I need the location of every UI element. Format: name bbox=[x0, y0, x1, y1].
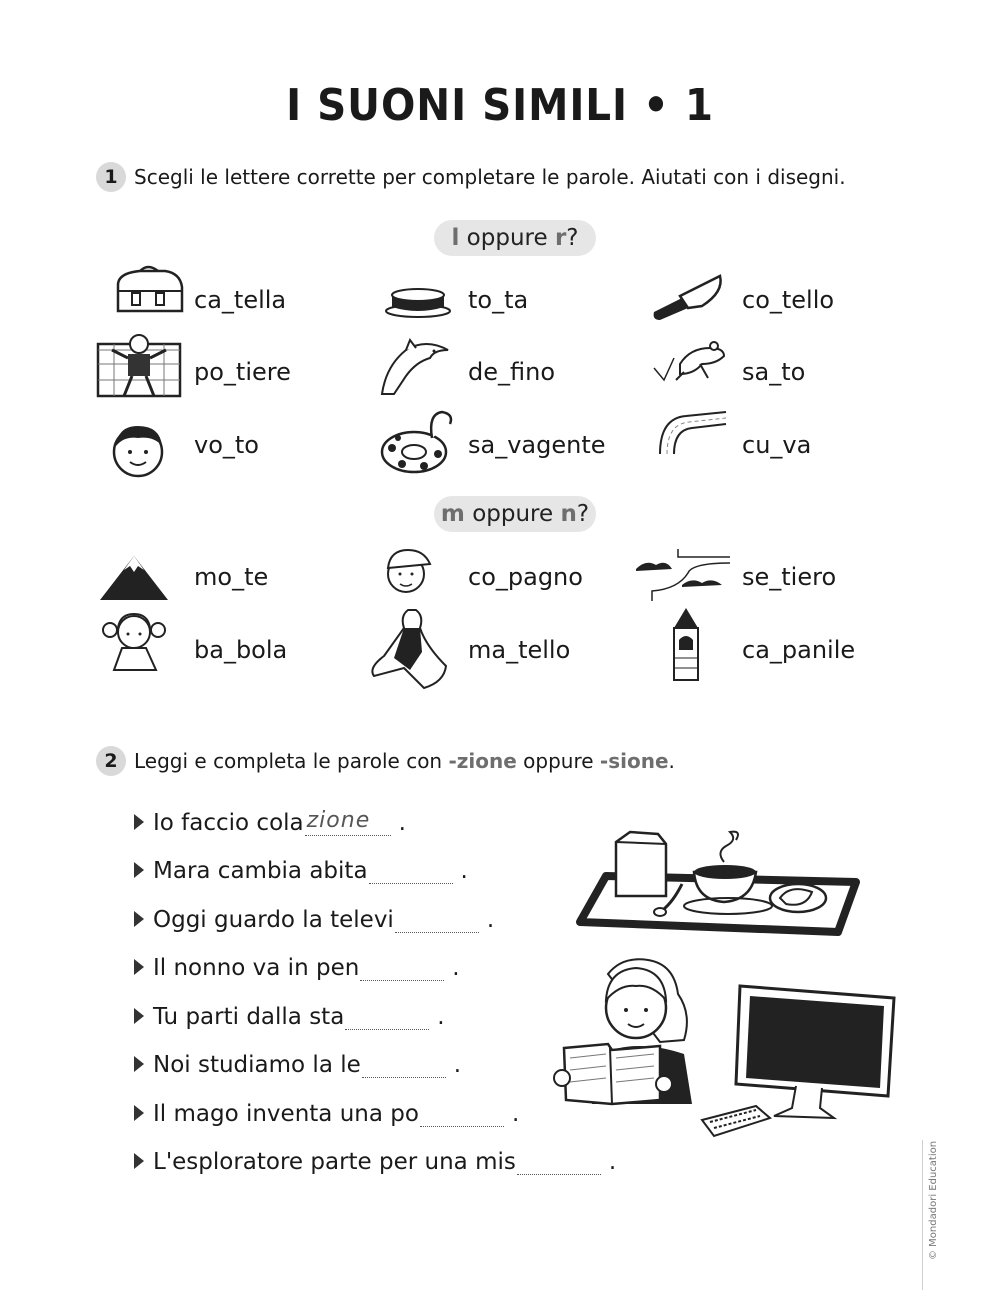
sentence-item bbox=[134, 951, 460, 981]
exercise-1-number: 1 bbox=[96, 162, 126, 192]
knife-icon bbox=[650, 272, 726, 322]
suffix-zione: -zione bbox=[448, 749, 517, 773]
exercise-1-heading bbox=[96, 162, 846, 192]
bullet-icon bbox=[134, 814, 144, 830]
mountain-icon bbox=[98, 552, 170, 602]
exercise-2-number: 2 bbox=[96, 746, 126, 776]
bell-tower-icon bbox=[668, 606, 704, 682]
reading-girl-icon bbox=[552, 954, 702, 1136]
answer-blank[interactable] bbox=[420, 1102, 504, 1127]
cape-icon bbox=[364, 606, 450, 690]
group-lr-label bbox=[434, 220, 596, 256]
dolphin-icon bbox=[376, 336, 452, 396]
sentence-text: Il nonno va in pen bbox=[153, 955, 360, 981]
sentence-end: . bbox=[398, 810, 406, 836]
word-lr-9: cu_va bbox=[742, 431, 812, 459]
word-lr-8: sa_vagente bbox=[468, 431, 606, 459]
oppure-text: oppure bbox=[464, 501, 561, 527]
word-lr-5: de_fino bbox=[468, 358, 556, 386]
oppure-text: oppure bbox=[459, 225, 555, 251]
margin-line bbox=[922, 1140, 923, 1290]
bullet-icon bbox=[134, 1056, 144, 1072]
letter-l: l bbox=[451, 225, 460, 251]
instruction-part: . bbox=[668, 749, 675, 773]
word-lr-4: po_tiere bbox=[194, 358, 291, 386]
answer-blank[interactable] bbox=[517, 1150, 601, 1175]
sentence-text: Tu parti dalla sta bbox=[153, 1004, 345, 1030]
sentence-item bbox=[134, 1145, 616, 1175]
answer-blank[interactable] bbox=[345, 1005, 429, 1030]
bullet-icon bbox=[134, 911, 144, 927]
answer-blank[interactable] bbox=[395, 908, 479, 933]
bullet-icon bbox=[134, 1105, 144, 1121]
backpack-icon bbox=[110, 265, 185, 317]
boy-face-icon bbox=[108, 420, 168, 480]
sentence-text: Il mago inventa una po bbox=[153, 1101, 419, 1127]
exercise-1-instruction: Scegli le lettere corrette per completare le parole. Aiutati con i disegni. bbox=[134, 165, 846, 189]
bullet-icon bbox=[134, 1153, 144, 1169]
path-icon bbox=[632, 545, 732, 605]
sentence-item bbox=[134, 903, 494, 933]
sentence-text: Io faccio cola bbox=[153, 810, 304, 836]
exercise-2-instruction bbox=[134, 749, 675, 773]
word-lr-1: ca_tella bbox=[194, 286, 287, 314]
sentence-text: Mara cambia abita bbox=[153, 858, 368, 884]
sentence-end: . bbox=[511, 1101, 520, 1127]
exercise-2-heading bbox=[96, 746, 675, 776]
answer-blank[interactable] bbox=[360, 956, 444, 981]
sentence-end: . bbox=[453, 1052, 462, 1078]
sentence-end: . bbox=[486, 907, 495, 933]
lifebuoy-icon bbox=[378, 408, 456, 474]
word-lr-2: to_ta bbox=[468, 286, 529, 314]
word-mn-1: mo_te bbox=[194, 563, 269, 591]
answer-text: zione bbox=[306, 808, 371, 833]
sentence-end: . bbox=[437, 1004, 445, 1030]
letter-r: r bbox=[554, 225, 567, 251]
sentence-item bbox=[134, 1000, 445, 1030]
suffix-sione: -sione bbox=[599, 749, 669, 773]
bullet-icon bbox=[134, 959, 144, 975]
sentence-item bbox=[134, 854, 468, 884]
letter-m: m bbox=[440, 501, 465, 527]
question-mark: ? bbox=[576, 501, 590, 527]
answer-blank[interactable] bbox=[362, 1053, 446, 1078]
cake-icon bbox=[384, 283, 452, 319]
curve-road-icon bbox=[656, 408, 728, 458]
sentence-end: . bbox=[608, 1149, 617, 1175]
bullet-icon bbox=[134, 862, 144, 878]
question-mark: ? bbox=[566, 225, 579, 251]
word-lr-3: co_tello bbox=[742, 286, 835, 314]
word-lr-7: vo_to bbox=[194, 431, 259, 459]
sentence-text: Oggi guardo la televi bbox=[153, 907, 394, 933]
word-lr-6: sa_to bbox=[742, 358, 806, 386]
letter-n: n bbox=[560, 501, 577, 527]
word-mn-2: co_pagno bbox=[468, 563, 583, 591]
sentence-item bbox=[134, 1097, 519, 1127]
sentence-item bbox=[134, 806, 406, 836]
answer-blank[interactable] bbox=[369, 859, 453, 884]
sentence-end: . bbox=[460, 858, 468, 884]
page-title: I SUONI SIMILI • 1 bbox=[286, 80, 714, 131]
instruction-part: Leggi e completa le parole con bbox=[134, 749, 449, 773]
breakfast-tray-icon bbox=[576, 826, 866, 938]
bullet-icon bbox=[134, 1008, 144, 1024]
copyright-text: © Mondadori Education bbox=[928, 1140, 939, 1260]
sentence-item bbox=[134, 1048, 461, 1078]
word-mn-6: ca_panile bbox=[742, 636, 856, 664]
answer-blank[interactable] bbox=[305, 808, 391, 836]
sentence-text: Noi studiamo la le bbox=[153, 1052, 361, 1078]
group-mn-label bbox=[434, 496, 596, 532]
sentence-text: L'esploratore parte per una mis bbox=[153, 1149, 516, 1175]
goalkeeper-icon bbox=[94, 330, 184, 402]
sentence-end: . bbox=[452, 955, 460, 981]
word-mn-4: ba_bola bbox=[194, 636, 288, 664]
word-mn-5: ma_tello bbox=[468, 636, 571, 664]
instruction-part: oppure bbox=[516, 749, 600, 773]
doll-icon bbox=[98, 608, 174, 680]
frog-icon bbox=[650, 334, 730, 384]
television-icon bbox=[696, 980, 896, 1140]
word-mn-3: se_tiero bbox=[742, 563, 837, 591]
boy-cap-icon bbox=[382, 544, 434, 600]
